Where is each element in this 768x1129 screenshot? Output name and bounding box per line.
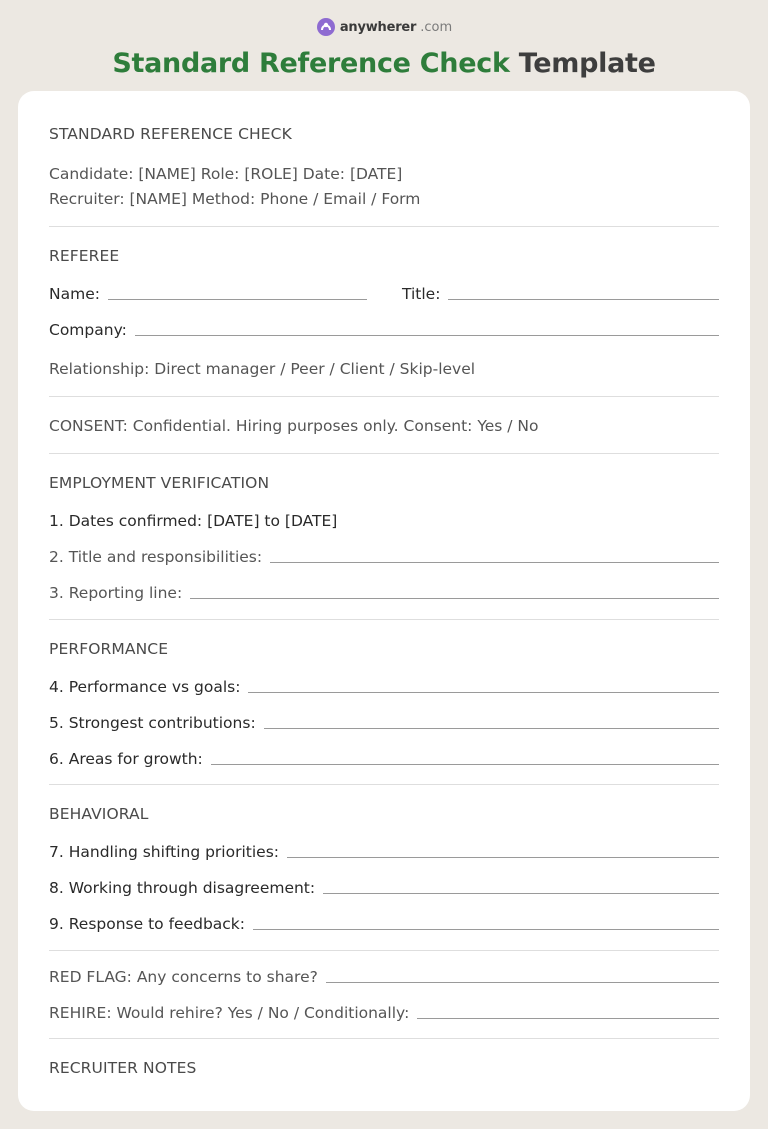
rehire-label: REHIRE: Would rehire? Yes / No / Conditionally: xyxy=(49,1004,410,1022)
form-card xyxy=(18,91,750,1111)
shifting-priorities-line[interactable] xyxy=(287,857,719,858)
disagreement-label: 8. Working through disagreement: xyxy=(49,879,316,897)
title-responsibilities-line[interactable] xyxy=(270,562,719,563)
reporting-line-field[interactable] xyxy=(49,583,719,603)
title-responsibilities-label: 2. Title and responsibilities: xyxy=(49,548,263,566)
feedback-field[interactable] xyxy=(49,914,719,934)
strongest-contributions-field[interactable] xyxy=(49,713,719,733)
performance-goals-line[interactable] xyxy=(248,692,719,693)
performance-goals-field[interactable] xyxy=(49,677,719,697)
areas-growth-line[interactable] xyxy=(211,764,719,765)
divider xyxy=(49,396,719,397)
anywherer-logo-icon xyxy=(316,17,336,37)
divider xyxy=(49,619,719,620)
brand-name: anywherer xyxy=(339,19,417,35)
red-flag-label: RED FLAG: Any concerns to share? xyxy=(49,968,318,986)
page-title-highlight: Standard Reference Check xyxy=(112,48,510,79)
relationship-options: Relationship: Direct manager / Peer / Client / Skip-level xyxy=(49,360,476,378)
behavioral-heading: BEHAVIORAL xyxy=(49,805,149,823)
referee-title-field[interactable] xyxy=(402,284,719,304)
areas-growth-label: 6. Areas for growth: xyxy=(49,750,203,768)
disagreement-line[interactable] xyxy=(323,893,719,894)
referee-name-line[interactable] xyxy=(108,299,367,300)
referee-name-field[interactable] xyxy=(49,284,367,304)
page-title-rest: Template xyxy=(509,48,656,79)
divider xyxy=(49,784,719,785)
referee-heading: REFEREE xyxy=(49,247,120,265)
title-responsibilities-field[interactable] xyxy=(49,547,719,567)
reporting-line-label: 3. Reporting line: xyxy=(49,584,183,602)
meta-line-2: Recruiter: [NAME] Method: Phone / Email / Form xyxy=(49,190,421,208)
page-title xyxy=(0,48,768,79)
referee-title-label: Title: xyxy=(402,285,441,303)
company-field[interactable] xyxy=(49,320,719,340)
form-header: STANDARD REFERENCE CHECK xyxy=(49,125,292,143)
red-flag-field[interactable] xyxy=(49,967,719,987)
disagreement-field[interactable] xyxy=(49,878,719,898)
performance-goals-label: 4. Performance vs goals: xyxy=(49,678,241,696)
consent-line: CONSENT: Confidential. Hiring purposes only. Consent: Yes / No xyxy=(49,417,539,435)
recruiter-notes-heading: RECRUITER NOTES xyxy=(49,1059,197,1077)
rehire-line[interactable] xyxy=(417,1018,719,1019)
reporting-line-line[interactable] xyxy=(190,598,719,599)
employment-heading: EMPLOYMENT VERIFICATION xyxy=(49,474,270,492)
company-label: Company: xyxy=(49,321,127,339)
divider xyxy=(49,453,719,454)
shifting-priorities-field[interactable] xyxy=(49,842,719,862)
shifting-priorities-label: 7. Handling shifting priorities: xyxy=(49,843,279,861)
divider xyxy=(49,950,719,951)
feedback-line[interactable] xyxy=(253,929,719,930)
brand-logo xyxy=(0,17,768,37)
company-line[interactable] xyxy=(135,335,719,336)
divider xyxy=(49,1038,719,1039)
referee-name-label: Name: xyxy=(49,285,100,303)
dates-confirmed: 1. Dates confirmed: [DATE] to [DATE] xyxy=(49,512,338,530)
areas-growth-field[interactable] xyxy=(49,749,719,769)
referee-title-line[interactable] xyxy=(448,299,719,300)
brand-domain: .com xyxy=(420,19,453,35)
strongest-contributions-line[interactable] xyxy=(264,728,719,729)
meta-line-1: Candidate: [NAME] Role: [ROLE] Date: [DATE] xyxy=(49,165,403,183)
red-flag-line[interactable] xyxy=(326,982,719,983)
strongest-contributions-label: 5. Strongest contributions: xyxy=(49,714,256,732)
performance-heading: PERFORMANCE xyxy=(49,640,169,658)
feedback-label: 9. Response to feedback: xyxy=(49,915,245,933)
divider xyxy=(49,226,719,227)
rehire-field[interactable] xyxy=(49,1003,719,1023)
